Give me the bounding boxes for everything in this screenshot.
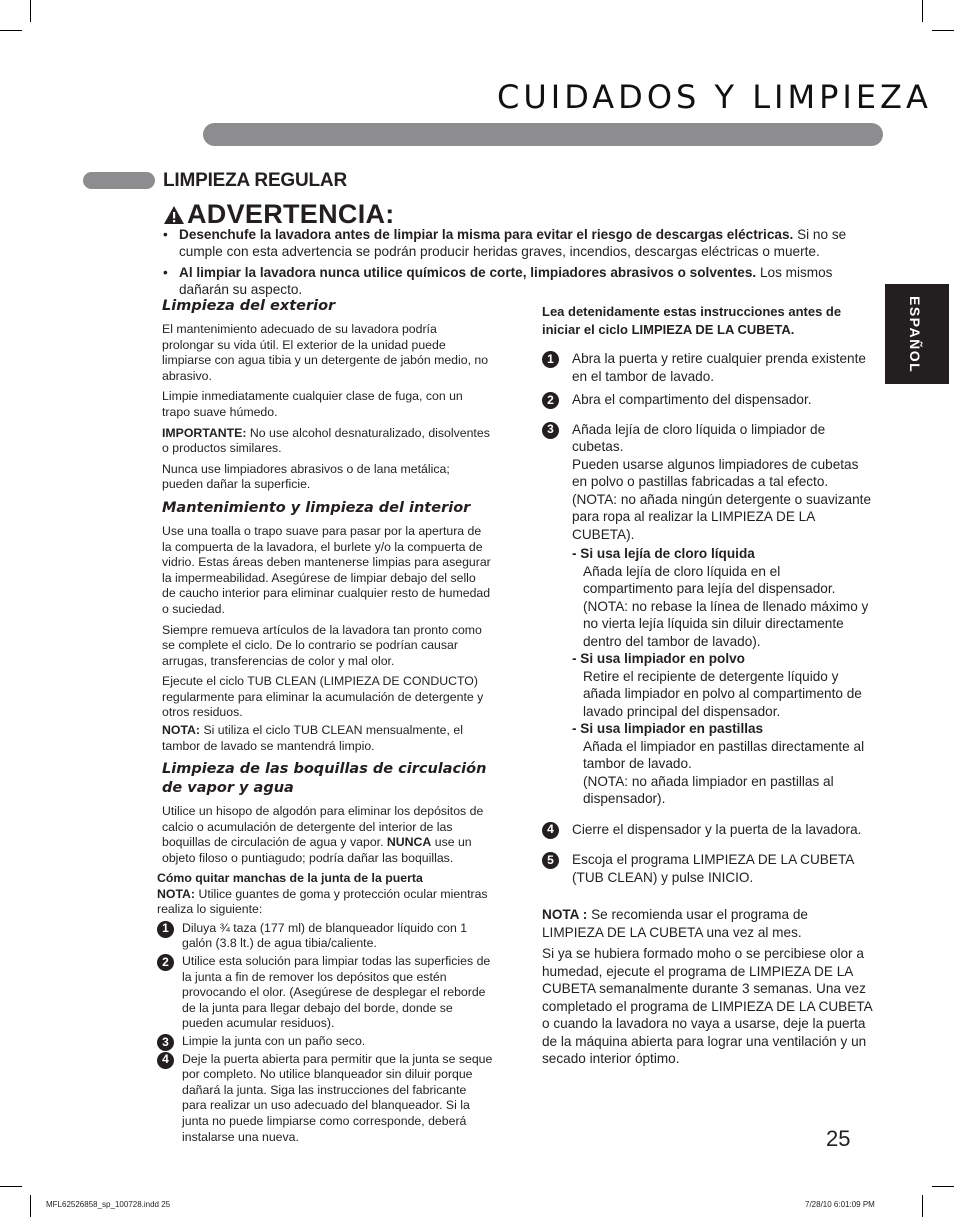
crop-mark [30,1195,31,1217]
option-heading: - Si usa lejía de cloro líquida [572,546,755,561]
step-text: Abra la puerta y retire cualquier prenda existente en el tambor de lavado. [572,351,866,384]
section-title: LIMPIEZA REGULAR [163,170,347,191]
step-number-badge: 3 [157,1034,174,1051]
paragraph: Siempre remueva artículos de la lavadora tan pronto como se complete el ciclo. De lo contrario se podrían causar arrugas, transferencias de color y mal olor. [162,622,482,668]
step-number-badge: 4 [157,1052,174,1069]
page-title: CUIDADOS Y LIMPIEZA [497,78,932,116]
step-number-badge: 2 [157,954,174,971]
interior-heading: Mantenimiento y limpieza del interior [162,499,471,516]
option-body: Retire el recipiente de detergente líquido y añada limpiador en polvo al compartimento de lavado principal del dispensador. [583,668,862,719]
note-text: Se recomienda usar el programa de LIMPIEZA DE LA CUBETA una vez al mes. [542,907,808,940]
option-body: Añada lejía de cloro líquida en el compartimento para lejía del dispensador. (NOTA: no rebase la línea de llenado máximo y no vierta lejía líquida sin diluir directamente dentro del tambor de lavado). [583,563,869,649]
option-body: Añada el limpiador en pastillas directamente al tambor de lavado. [583,738,865,771]
paragraph [162,804,492,866]
step-text: Deje la puerta abierta para permitir que la junta se seque por completo. No utilice blanqueador sin diluir porque dañará la junta. Siga las instrucciones del fabricante para realizar un uso adecuado del blanqueador. Si la junta no puede limpiarse como corresponde, deberá instalarse una nueva. [182,1051,493,1144]
warning-triangle-icon [163,205,185,225]
paragraph: Nunca use limpiadores abrasivos o de lana metálica; pueden dañar la superficie. [162,461,450,492]
language-label: ESPAÑOL [907,296,923,374]
step-text: Limpie la junta con un paño seco. [182,1033,366,1048]
stain-step [157,954,493,1032]
step-number-badge: 1 [157,921,174,938]
crop-mark [0,30,22,31]
page-number: 25 [826,1126,851,1151]
step-text: Añada lejía de cloro líquida o limpiador de cubetas. [572,421,826,454]
stain-step [157,921,493,952]
paragraph: Use una toalla o trapo suave para pasar por la apertura de la compuerta de la lavadora, el burlete y/o la compuerta de vidrio. Estas áreas deben mantenerse limpias para asegurar la impermeabilidad. Asegúrese de limpiar debajo del sello de caucho interior para eliminar cualquier resto de humedad o suciedad. [162,523,491,616]
warning-item [163,226,875,260]
option-list [542,545,872,808]
paragraph [162,426,492,457]
step-text: Cierre el dispensador y la puerta de la lavadora. [572,821,862,837]
title-bar [203,123,883,146]
section-pill [83,172,155,189]
language-tab [885,284,949,384]
nozzle-heading: Limpieza de las boquillas de circulación de vapor y agua [162,761,487,797]
step-number-badge: 2 [542,392,559,409]
paragraph-text: use un objeto filoso o puntiagudo; podría dañar las boquillas. [162,835,472,866]
paragraph: Limpie inmediatamente cualquier clase de fuga, con un trapo suave húmedo. [162,389,463,419]
paragraph-text: Si utiliza el ciclo TUB CLEAN mensualmente, el tambor de lavado se mantendrá limpio. [162,723,463,753]
stain-section [157,871,493,1147]
crop-mark [30,0,31,22]
crop-mark [922,1195,923,1217]
option-heading: - Si usa limpiador en pastillas [572,721,764,736]
stain-step [157,1034,493,1050]
warning-list [163,226,875,302]
step-text: Diluya ¾ taza (177 ml) de blanqueador líquido con 1 galón (3.8 lt.) de agua tibia/caliente. [182,920,468,951]
stain-heading: Cómo quitar manchas de la junta de la puerta [157,871,423,885]
tub-clean-step [542,391,872,409]
warning-bold: Al limpiar la lavadora nunca utilice químicos de corte, limpiadores abrasivos o solventes. [179,265,757,280]
note-paragraph [542,906,872,941]
paragraph: El mantenimiento adecuado de su lavadora podría prolongar su vida útil. El exterior de la unidad puede limpiarse con agua tibia y un detergente de jabón medio, no abrasivo. [162,322,489,383]
step-number-badge: 1 [542,351,559,368]
stain-step [157,1052,493,1146]
crop-mark [932,1186,954,1187]
crop-mark [932,30,954,31]
paragraph: Ejecute el ciclo TUB CLEAN (LIMPIEZA DE CONDUCTO) regularmente para eliminar la acumulación de detergente y otros residuos. [162,674,484,720]
paragraph-text: Utilice un hisopo de algodón para eliminar los depósitos de calcio o acumulación de detergente del interior de las boquillas de circulación de agua y vapor. [162,804,484,850]
important-label: IMPORTANTE: [162,425,247,440]
note-label: NOTA : [542,907,588,922]
step-number-badge: 3 [542,422,559,439]
step-number-badge: 5 [542,852,559,869]
crop-mark [0,1186,22,1187]
warning-title: ADVERTENCIA: [187,199,395,229]
note-label: NOTA: [162,723,201,738]
warning-bold: Desenchufe la lavadora antes de limpiar la misma para evitar el riesgo de descargas eléctricas. [179,227,794,242]
crop-mark [922,0,923,22]
warning-text: Si no se cumple con esta advertencia se podrán producir heridas graves, incendios, descargas eléctricas o muerte. [179,227,847,259]
note-text: Utilice guantes de goma y protección ocular mientras realiza lo siguiente: [157,886,488,917]
paragraph-text: No use alcohol desnaturalizado, disolventes o productos similares. [162,425,490,456]
exterior-heading: Limpieza del exterior [162,298,336,314]
slug-file: MFL62526858_sp_100728.indd 25 [46,1200,171,1209]
step-number-badge: 4 [542,822,559,839]
note-label: NOTA: [157,886,196,901]
step-text: Utilice esta solución para limpiar todas las superficies de la junta a fin de remover los depósitos que estén provocando el olor. (Asegúrese de desplegar el reborde de la junta para llegar debajo del borde, donde se pueden acumular residuos). [182,953,491,1031]
tub-clean-step [542,350,872,385]
warning-text: Los mismos dañarán su aspecto. [179,265,833,297]
final-paragraph: Si ya se hubiera formado moho o se percibiese olor a humedad, ejecute el programa de LIMPIEZA DE LA CUBETA semanalmente durante 3 semanas. Una vez completado el programa de LIMPIEZA DE LA CUBETA o cuando la lavadora no vaya a usarse, deje la puerta de la máquina abierta para lograr una ventilación y un secado interior óptimo. [542,946,872,1066]
option-note: (NOTA: no añada limpiador en pastillas al dispensador). [583,773,834,806]
step-text: Pueden usarse algunos limpiadores de cubetas en polvo o pastillas fabricadas a tal efecto. [572,456,859,489]
never-label: NUNCA [386,835,432,850]
option-heading: - Si usa limpiador en polvo [572,651,745,666]
step-text: Escoja el programa LIMPIEZA DE LA CUBETA (TUB CLEAN) y pulse INICIO. [572,852,854,885]
paragraph [162,723,492,754]
left-column [162,297,492,872]
step-text: (NOTA: no añada ningún detergente o suavizante para ropa al realizar la LIMPIEZA DE LA CUBETA). [572,491,872,542]
warning-item [163,264,875,298]
right-column [542,303,872,1068]
tub-clean-step [542,821,872,839]
step-text: Abra el compartimento del dispensador. [572,392,812,407]
intro-text: Lea detenidamente estas instrucciones antes de iniciar el ciclo LIMPIEZA DE LA CUBETA. [542,304,842,337]
slug-date: 7/28/10 6:01:09 PM [805,1200,875,1209]
tub-clean-step [542,421,872,544]
tub-clean-step [542,851,872,886]
stain-note [157,887,493,918]
